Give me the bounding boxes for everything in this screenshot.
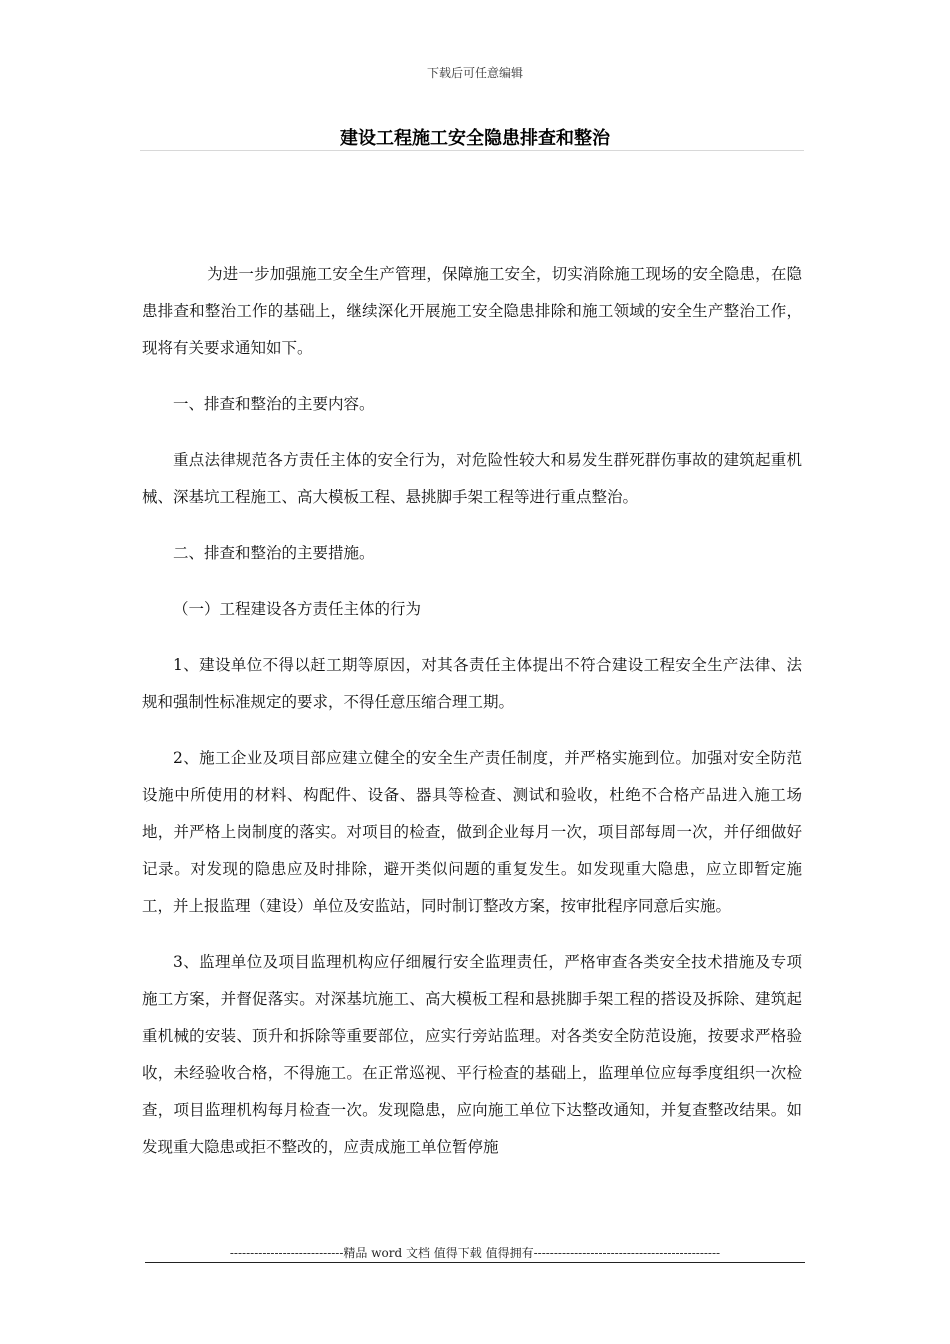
header-note: 下载后可任意编辑	[426, 66, 523, 80]
section-heading-2: 二、排查和整治的主要措施。	[173, 544, 375, 562]
document-title: 建设工程施工安全隐患排查和整治	[340, 128, 610, 149]
footer-divider	[145, 1262, 805, 1263]
section-heading-1: 一、排查和整治的主要内容。	[173, 395, 375, 413]
document-body	[142, 256, 802, 1166]
item-paragraph-1: 1、建设单位不得以赶工期等原因，对其各责任主体提出不符合建设工程安全生产法律、法规和强制性标准规定的要求，不得任意压缩合理工期。	[142, 656, 802, 711]
body-paragraph: 重点法律规范各方责任主体的安全行为，对危险性较大和易发生群死群伤事故的建筑起重机械、深基坑工程施工、高大模板工程、悬挑脚手架工程等进行重点整治。	[142, 451, 802, 506]
item-paragraph-3: 3、监理单位及项目监理机构应仔细履行安全监理责任，严格审查各类安全技术措施及专项施工方案，并督促落实。对深基坑施工、高大模板工程和悬挑脚手架工程的搭设及拆除、建筑起重机械的安装、顶升和拆除等重要部位，应实行旁站监理。对各类安全防范设施，按要求严格验收，未经验收合格，不得施工。在正常巡视、平行检查的基础上，监理单位应每季度组织一次检查，项目监理机构每月检查一次。发现隐患，应向施工单位下达整改通知，并复查整改结果。如发现重大隐患或拒不整改的，应责成施工单位暂停施	[142, 953, 802, 1156]
title-divider	[140, 150, 804, 151]
item-paragraph-2: 2、施工企业及项目部应建立健全的安全生产责任制度，并严格实施到位。加强对安全防范设施中所使用的材料、构配件、设备、器具等检查、测试和验收，杜绝不合格产品进入施工场地，并严格上岗制度的落实。对项目的检查，做到企业每月一次，项目部每周一次，并仔细做好记录。对发现的隐患应及时排除，避开类似问题的重复发生。如发现重大隐患，应立即暂定施工，并上报监理（建设）单位及安监站，同时制订整改方案，按审批程序同意后实施。	[142, 749, 802, 915]
subsection-heading: （一）工程建设各方责任主体的行为	[173, 600, 422, 618]
footer-note: ----------------------------精品 word 文档 值得下载 值得拥有----------------------------------------------	[229, 1246, 721, 1260]
intro-paragraph: 为进一步加强施工安全生产管理，保障施工安全，切实消除施工现场的安全隐患，在隐患排查和整治工作的基础上，继续深化开展施工安全隐患排除和施工领域的安全生产整治工作，现将有关要求通知如下。	[142, 265, 802, 357]
